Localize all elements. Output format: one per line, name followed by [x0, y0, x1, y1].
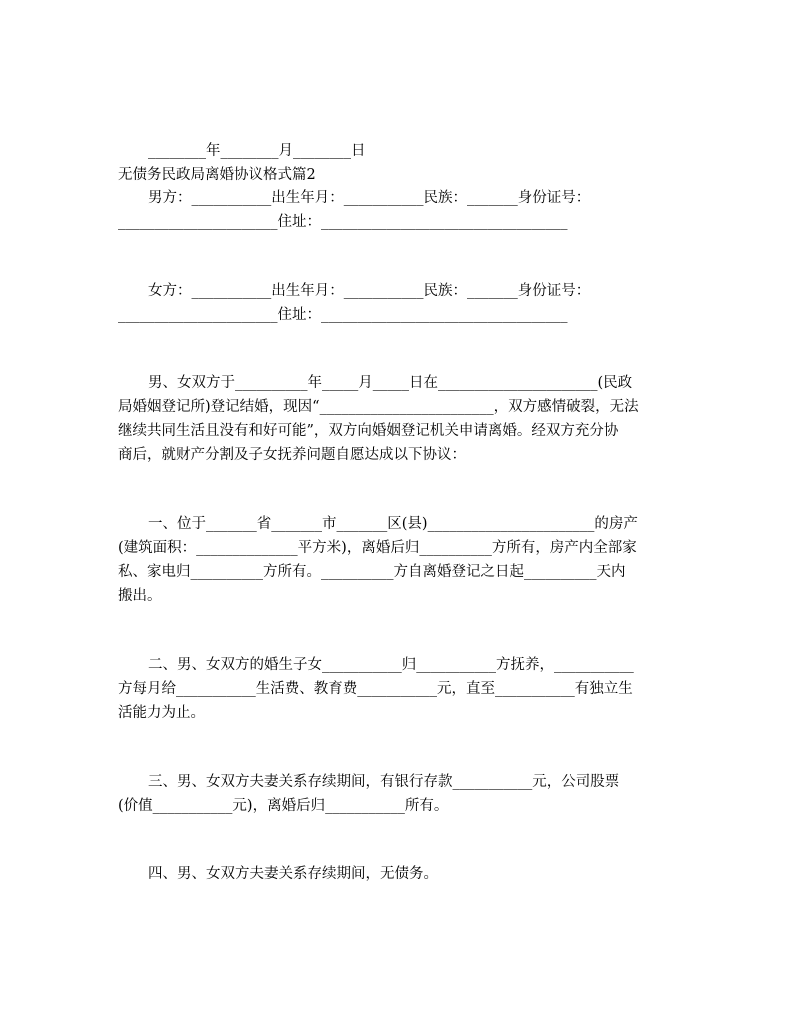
- clause3-line-1: 三、男、女双方夫妻关系存续期间，有银行存款___________元，公司股票: [148, 774, 620, 790]
- clause3-line-2: (价值___________元)，离婚后归___________所有。: [118, 798, 449, 814]
- intro-line-4: 商后，就财产分割及子女抚养问题自愿达成以下协议：: [118, 447, 466, 463]
- date-line: ________年________月________日: [148, 143, 366, 159]
- male-info-line-1: 男方：___________出生年月：___________民族：_______身份证号：: [148, 190, 591, 206]
- clause1-line-4: 搬出。: [118, 588, 162, 604]
- female-info-line-1: 女方：___________出生年月：___________民族：_______身份证号：: [148, 283, 591, 299]
- document-title: 无债务民政局离婚协议格式篇2: [118, 167, 316, 183]
- clause4-line-1: 四、男、女双方夫妻关系存续期间，无债务。: [148, 866, 438, 882]
- intro-line-3: 继续共同生活且没有和好可能”，双方向婚姻登记机关申请离婚。经双方充分协: [118, 423, 619, 439]
- female-info-line-2: ______________________住址：__________________________________: [118, 307, 568, 323]
- clause2-line-3: 活能力为止。: [118, 705, 205, 721]
- clause2-line-2: 方每月给___________生活费、教育费___________元，直至___________有独立生: [118, 681, 633, 697]
- clause1-line-3: 私、家电归__________方所有。__________方自离婚登记之日起__________天内: [118, 564, 626, 580]
- clause2-line-1: 二、男、女双方的婚生子女___________归___________方抚养，___________: [148, 657, 634, 673]
- clause1-line-1: 一、位于_______省_______市_______区(县)_______________________的房产: [148, 516, 638, 532]
- male-info-line-2: ______________________住址：__________________________________: [118, 214, 568, 230]
- intro-line-2: 局婚姻登记所)登记结婚，现因“________________________，双方感情破裂，无法: [118, 399, 639, 415]
- clause1-line-2: (建筑面积：______________平方米)，离婚后归__________方所有，房产内全部家: [118, 540, 637, 556]
- intro-line-1: 男、女双方于__________年_____月_____日在______________________(民政: [148, 375, 633, 391]
